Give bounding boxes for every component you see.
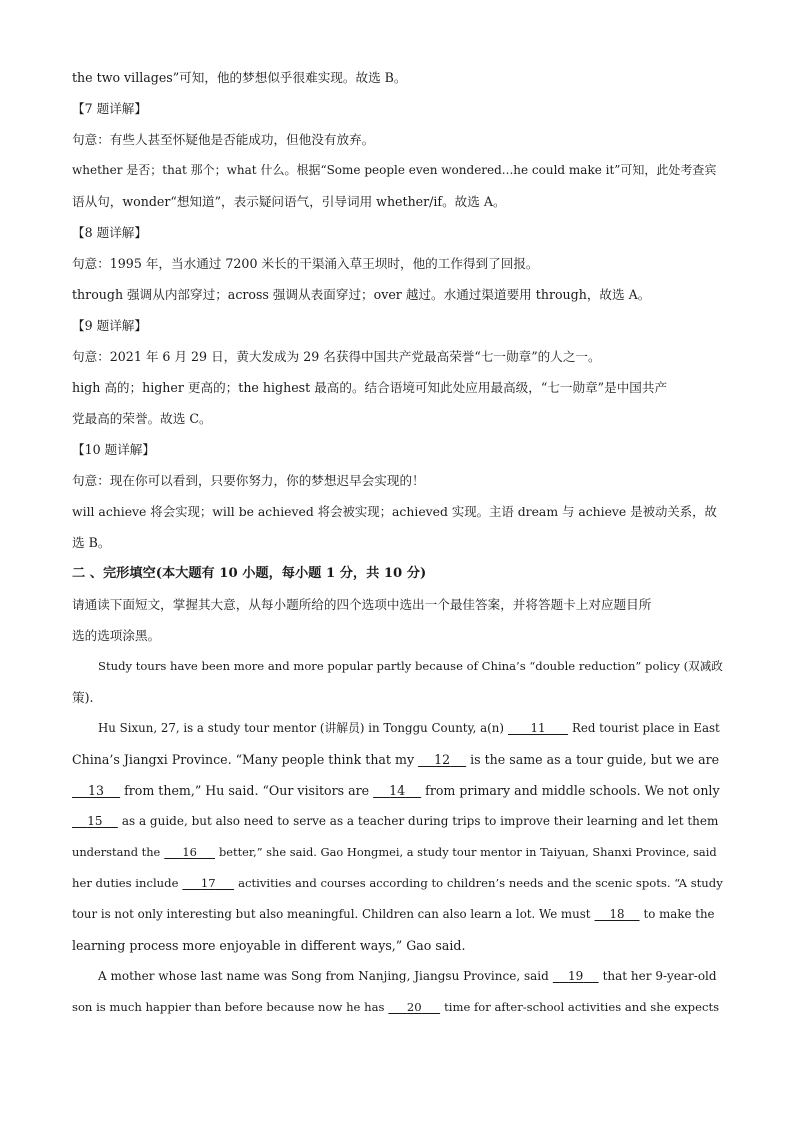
blank-number: 17 — [200, 876, 216, 890]
passage-line — [72, 899, 722, 930]
question-7-heading: 【7 题详解】 — [72, 101, 147, 116]
passage-text: to make the — [643, 907, 715, 921]
section-title: 二 、完形填空(本大题有 10 小题，每小题 1 分，共 10 分) — [72, 566, 427, 581]
blank-number: 13 — [88, 783, 105, 798]
passage-text: activities and courses according to children’s needs and the scenic spots. “A study — [238, 876, 723, 890]
explanation-line: 党最高的荣誉。故选 C。 — [72, 411, 212, 426]
blank-16 — [164, 837, 215, 868]
blank-number: 11 — [530, 721, 546, 735]
passage-text: better,” she said. Gao Hongmei, a study tour mentor in Taiyuan, Shanxi Province, said — [219, 845, 717, 859]
blank-13 — [72, 775, 120, 806]
blank-14 — [373, 775, 421, 806]
passage-line — [72, 775, 722, 806]
explanation-line: 选 B。 — [72, 535, 111, 550]
passage-text: learning process more enjoyable in different ways,” Gao said. — [72, 938, 466, 953]
explanation-line: 句意：2021 年 6 月 29 日，黄大发成为 29 名获得中国共产党最高荣誉“七一勋章”的人之一。 — [72, 349, 601, 364]
blank-18 — [595, 899, 640, 930]
passage-text: tour is not only interesting but also meaningful. Children can also learn a lot. We must — [72, 907, 591, 921]
passage-text: understand the — [72, 845, 161, 859]
passage-text: A mother whose last name was Song from Nanjing, Jiangsu Province, said — [98, 969, 549, 983]
question-10-heading: 【10 题详解】 — [72, 442, 155, 457]
explanation-line: will achieve 将会实现；will be achieved 将会被实现；achieved 实现。主语 dream 与 achieve 是被动关系，故 — [72, 504, 717, 519]
explanation-line: 句意：有些人甚至怀疑他是否能成功，但他没有放弃。 — [72, 132, 375, 147]
document-page — [72, 62, 722, 1023]
blank-19 — [553, 961, 599, 992]
passage-text: from them,” Hu said. “Our visitors are — [124, 783, 370, 798]
explanation-line: whether 是否；that 那个；what 什么。根据“Some people even wondered...he could make it”可知，此处考查宾 — [72, 163, 717, 177]
passage-line — [72, 837, 722, 868]
passage-text: as a guide, but also need to serve as a teacher during trips to improve their learning and let them — [121, 814, 719, 828]
passage-text: Hu Sixun, 27, is a study tour mentor (讲解员) in Tonggu County, a(n) — [98, 721, 504, 735]
blank-number: 18 — [609, 907, 625, 921]
passage-line — [72, 930, 722, 961]
passage-text: China’s Jiangxi Province. “Many people think that my — [72, 752, 415, 767]
explanation-line: through 强调从内部穿过；across 强调从表面穿过；over 越过。水通过渠道要用 through，故选 A。 — [72, 287, 651, 302]
blank-12 — [418, 744, 466, 775]
blank-number: 19 — [568, 969, 584, 983]
blank-11 — [508, 713, 568, 744]
blank-15 — [72, 806, 118, 837]
passage-line — [72, 992, 722, 1023]
passage-text: time for after-school activities and she expects — [444, 1000, 720, 1014]
passage-text: that her 9-year-old — [602, 969, 717, 983]
explanation-line: 句意：现在你可以看到，只要你努力，你的梦想迟早会实现的！ — [72, 473, 425, 488]
question-9-heading: 【9 题详解】 — [72, 318, 147, 333]
explanation-line: high 高的；higher 更高的；the highest 最高的。结合语境可知此处应用最高级，“七一勋章”是中国共产 — [72, 380, 668, 395]
passage-text: from primary and middle schools. We not only — [425, 783, 720, 798]
passage-text: 策). — [72, 690, 94, 705]
blank-20 — [388, 992, 440, 1023]
blank-number: 14 — [389, 783, 406, 798]
blank-number: 15 — [87, 814, 103, 828]
passage-text: is the same as a tour guide, but we are — [470, 752, 720, 767]
passage-line — [72, 713, 722, 744]
question-8-heading: 【8 题详解】 — [72, 225, 147, 240]
section-instruction: 请通读下面短文，掌握其大意，从每小题所给的四个选项中选出一个最佳答案，并将答题卡上对应题目所 — [72, 597, 652, 612]
passage-line — [72, 744, 722, 775]
passage-text: son is much happier than before because now he has — [72, 1000, 385, 1014]
explanation-line: the two villages”可知，他的梦想似乎很难实现。故选 B。 — [72, 70, 407, 85]
section-instruction: 选的选项涂黑。 — [72, 628, 161, 643]
passage-line — [72, 682, 722, 713]
passage-line — [72, 868, 722, 899]
explanation-line: 语从句，wonder“想知道”，表示疑问语气，引导词用 whether/if。故选 A。 — [72, 194, 506, 209]
explanation-line: 句意：1995 年，当水通过 7200 米长的干渠涌入草王坝时，他的工作得到了回报。 — [72, 256, 539, 271]
blank-number: 12 — [434, 752, 451, 767]
passage-line — [72, 651, 722, 682]
passage-text: Study tours have been more and more popular partly because of China’s “double reduction” policy (双减政 — [98, 659, 723, 673]
blank-number: 16 — [182, 845, 197, 859]
passage-line — [72, 961, 722, 992]
passage-text: Red tourist place in East — [571, 721, 720, 735]
passage-text: her duties include — [72, 876, 179, 890]
passage-line — [72, 806, 722, 837]
blank-17 — [182, 868, 234, 899]
blank-number: 20 — [406, 1000, 422, 1014]
